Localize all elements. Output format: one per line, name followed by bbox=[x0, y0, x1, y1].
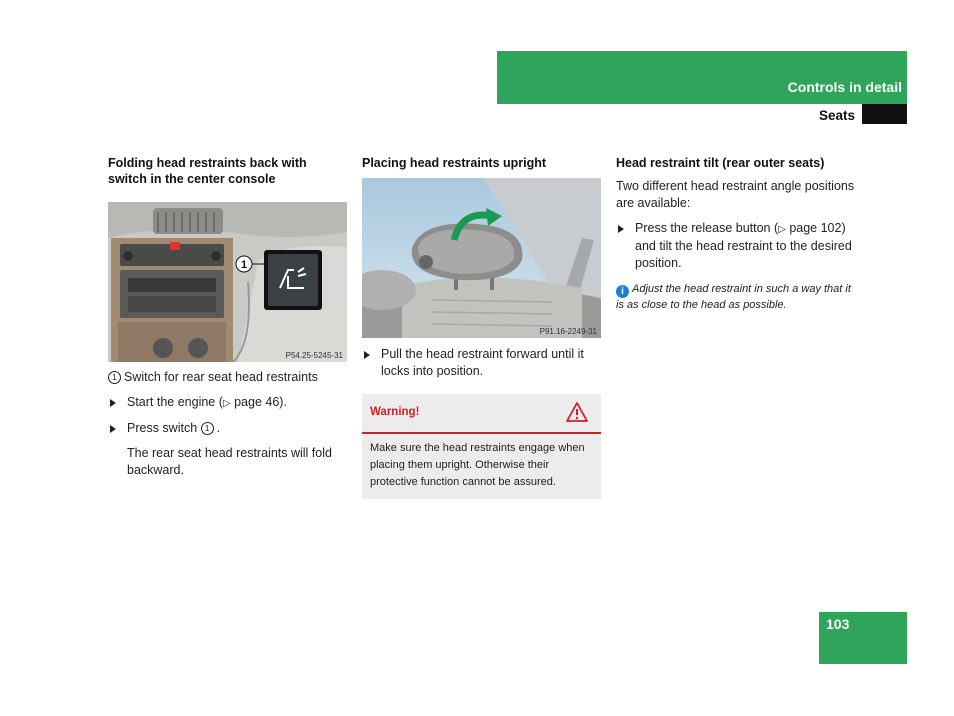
step-result: The rear seat head restraints will fold backward. bbox=[127, 446, 332, 477]
step-start-engine bbox=[108, 394, 348, 412]
step-arrow-icon bbox=[110, 399, 116, 407]
info-text: Adjust the head restraint in such a way that it is as close to the head as possible. bbox=[616, 283, 851, 311]
column-fold-restraints bbox=[108, 155, 348, 479]
column-restraint-tilt bbox=[616, 155, 856, 313]
step-text: Pull the head restraint forward until it locks into position. bbox=[381, 347, 584, 378]
page-ref-link[interactable]: page 46 bbox=[234, 395, 280, 409]
figure-callout-number: 1 bbox=[240, 259, 248, 271]
subtitle-tab bbox=[862, 104, 907, 124]
step-press-switch bbox=[108, 420, 348, 437]
heading-restraint-tilt: Head restraint tilt (rear outer seats) bbox=[616, 156, 825, 170]
column-upright-restraints bbox=[362, 155, 602, 499]
step-pull-restraint bbox=[362, 346, 602, 380]
step-arrow-icon bbox=[110, 425, 116, 433]
callout-icon: 1 bbox=[201, 422, 214, 435]
warning-triangle-icon bbox=[565, 401, 589, 423]
page-ref-icon: ▷ bbox=[778, 224, 786, 235]
warning-text: Make sure the head restraints engage when placing them upright. Otherwise their protective function cannot be assured. bbox=[370, 442, 585, 488]
page-ref-link[interactable]: page 102 bbox=[789, 221, 842, 235]
center-console-illustration bbox=[108, 202, 347, 362]
step-press-release bbox=[616, 220, 856, 272]
section-subtitle: Seats bbox=[818, 108, 855, 123]
header-bar bbox=[497, 51, 907, 104]
head-restraint-illustration bbox=[362, 178, 601, 338]
intro-text: Two different head restraint angle positions are available: bbox=[616, 179, 855, 210]
info-note bbox=[616, 282, 856, 313]
step-text-end: ) and tilt the head restraint to the desired position. bbox=[635, 221, 852, 270]
figure-caption bbox=[108, 369, 348, 386]
step-text: Press the release button ( bbox=[635, 221, 779, 235]
warning-box bbox=[362, 394, 601, 499]
step-text-end: . bbox=[216, 421, 221, 435]
figure-code: P54.25-5245-31 bbox=[285, 351, 343, 360]
step-text-end: ). bbox=[279, 395, 287, 409]
callout-icon: 1 bbox=[108, 371, 121, 384]
page-number: 103 bbox=[826, 616, 850, 632]
figure-head-restraint bbox=[362, 178, 601, 338]
section-title: Controls in detail bbox=[787, 79, 902, 95]
heading-upright-restraints: Placing head restraints upright bbox=[362, 156, 547, 170]
figure-center-console bbox=[108, 202, 347, 362]
info-icon: i bbox=[616, 285, 629, 298]
warning-header bbox=[362, 394, 601, 434]
step-text: Start the engine ( bbox=[127, 395, 223, 409]
heading-fold-restraints: Folding head restraints back with switch in the center console bbox=[108, 156, 307, 186]
caption-text: Switch for rear seat head restraints bbox=[124, 370, 318, 384]
step-text: Press switch bbox=[127, 421, 198, 435]
figure-code: P91.16-2249-31 bbox=[539, 327, 597, 336]
step-arrow-icon bbox=[364, 351, 370, 359]
warning-label: Warning! bbox=[370, 406, 420, 418]
page-ref-icon: ▷ bbox=[222, 398, 231, 409]
step-arrow-icon bbox=[618, 225, 624, 233]
